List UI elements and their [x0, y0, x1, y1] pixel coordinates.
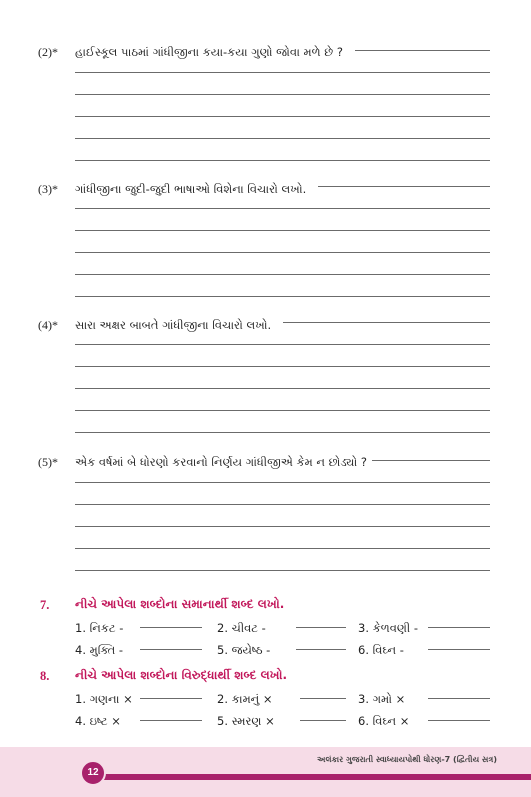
question-text: એક વર્ષમાં બે ધોરણો કરવાનો નિર્ણય ગાંધીજીએ કેમ ન છોડ્યો ?	[75, 455, 368, 469]
answer-line[interactable]	[75, 116, 490, 117]
book-title: અલંકાર ગુજરાતી સ્વાધ્યાયપોથી ધોરણ-7 (દ્વિતીય સત્ર)	[317, 755, 497, 764]
answer-line[interactable]	[75, 570, 490, 571]
answer-line[interactable]	[75, 344, 490, 345]
answer-line[interactable]	[75, 72, 490, 73]
synonym-answer-line-1[interactable]	[140, 627, 202, 628]
section-7-number: 7.	[40, 598, 50, 612]
section-7-title: નીચે આપેલા શબ્દોના સમાનાર્થી શબ્દ લખો.	[75, 597, 285, 611]
answer-line[interactable]	[75, 432, 490, 433]
answer-line[interactable]	[75, 208, 490, 209]
synonym-item-1: 1. નિકટ -	[75, 621, 124, 635]
antonym-answer-line-6[interactable]	[428, 720, 490, 721]
answer-line[interactable]	[75, 252, 490, 253]
synonym-answer-line-4[interactable]	[140, 649, 202, 650]
antonym-answer-line-4[interactable]	[140, 720, 202, 721]
answer-line[interactable]	[75, 526, 490, 527]
answer-line[interactable]	[355, 50, 490, 51]
question-number: (3)*	[38, 182, 58, 196]
page-number: 12	[80, 760, 106, 786]
question-number: (2)*	[38, 45, 58, 59]
antonym-item-6: 6. વિઘ્ન ×	[358, 714, 410, 728]
antonym-answer-line-5[interactable]	[300, 720, 346, 721]
answer-line[interactable]	[372, 460, 490, 461]
answer-line[interactable]	[75, 94, 490, 95]
synonym-item-5: 5. જયેષ્ઠ -	[217, 643, 271, 657]
antonym-item-4: 4. ઇષ્ટ ×	[75, 714, 121, 728]
synonym-answer-line-3[interactable]	[428, 627, 490, 628]
answer-line[interactable]	[75, 548, 490, 549]
antonym-answer-line-3[interactable]	[428, 698, 490, 699]
question-number: (5)*	[38, 455, 58, 469]
question-text: હાઈસ્કૂલ પાઠમાં ગાંધીજીના કયા-કયા ગુણો જોવા મળે છે ?	[75, 45, 343, 59]
answer-line[interactable]	[75, 504, 490, 505]
synonym-answer-line-2[interactable]	[296, 627, 346, 628]
synonym-item-2: 2. ચીવટ -	[217, 621, 266, 635]
section-8-title: નીચે આપેલા શબ્દોના વિરુદ્ધાર્થી શબ્દ લખો.	[75, 668, 288, 682]
section-8-number: 8.	[40, 669, 50, 683]
synonym-item-3: 3. કેળવણી -	[358, 621, 419, 635]
synonym-answer-line-6[interactable]	[428, 649, 490, 650]
antonym-item-1: 1. ગણના ×	[75, 692, 133, 706]
question-number: (4)*	[38, 318, 58, 332]
answer-line[interactable]	[75, 160, 490, 161]
antonym-answer-line-1[interactable]	[140, 698, 202, 699]
question-text: ગાંધીજીના જુદી-જુદી ભાષાઓ વિશેના વિચારો લખો.	[75, 182, 307, 196]
answer-line[interactable]	[75, 366, 490, 367]
footer-bar	[104, 774, 531, 780]
synonym-item-4: 4. મુક્તિ -	[75, 643, 124, 657]
antonym-item-3: 3. ગમો ×	[358, 692, 406, 706]
synonym-answer-line-5[interactable]	[296, 649, 346, 650]
question-text: સારા અક્ષર બાબતે ગાંધીજીના વિચારો લખો.	[75, 318, 272, 332]
answer-line[interactable]	[318, 186, 490, 187]
answer-line[interactable]	[75, 138, 490, 139]
antonym-answer-line-2[interactable]	[300, 698, 346, 699]
answer-line[interactable]	[75, 388, 490, 389]
answer-line[interactable]	[75, 274, 490, 275]
answer-line[interactable]	[283, 322, 490, 323]
antonym-item-5: 5. સ્મરણ ×	[217, 714, 275, 728]
synonym-item-6: 6. વિઘ્ન -	[358, 643, 404, 657]
answer-line[interactable]	[75, 482, 490, 483]
answer-line[interactable]	[75, 296, 490, 297]
answer-line[interactable]	[75, 230, 490, 231]
answer-line[interactable]	[75, 410, 490, 411]
antonym-item-2: 2. કામનું ×	[217, 692, 273, 706]
